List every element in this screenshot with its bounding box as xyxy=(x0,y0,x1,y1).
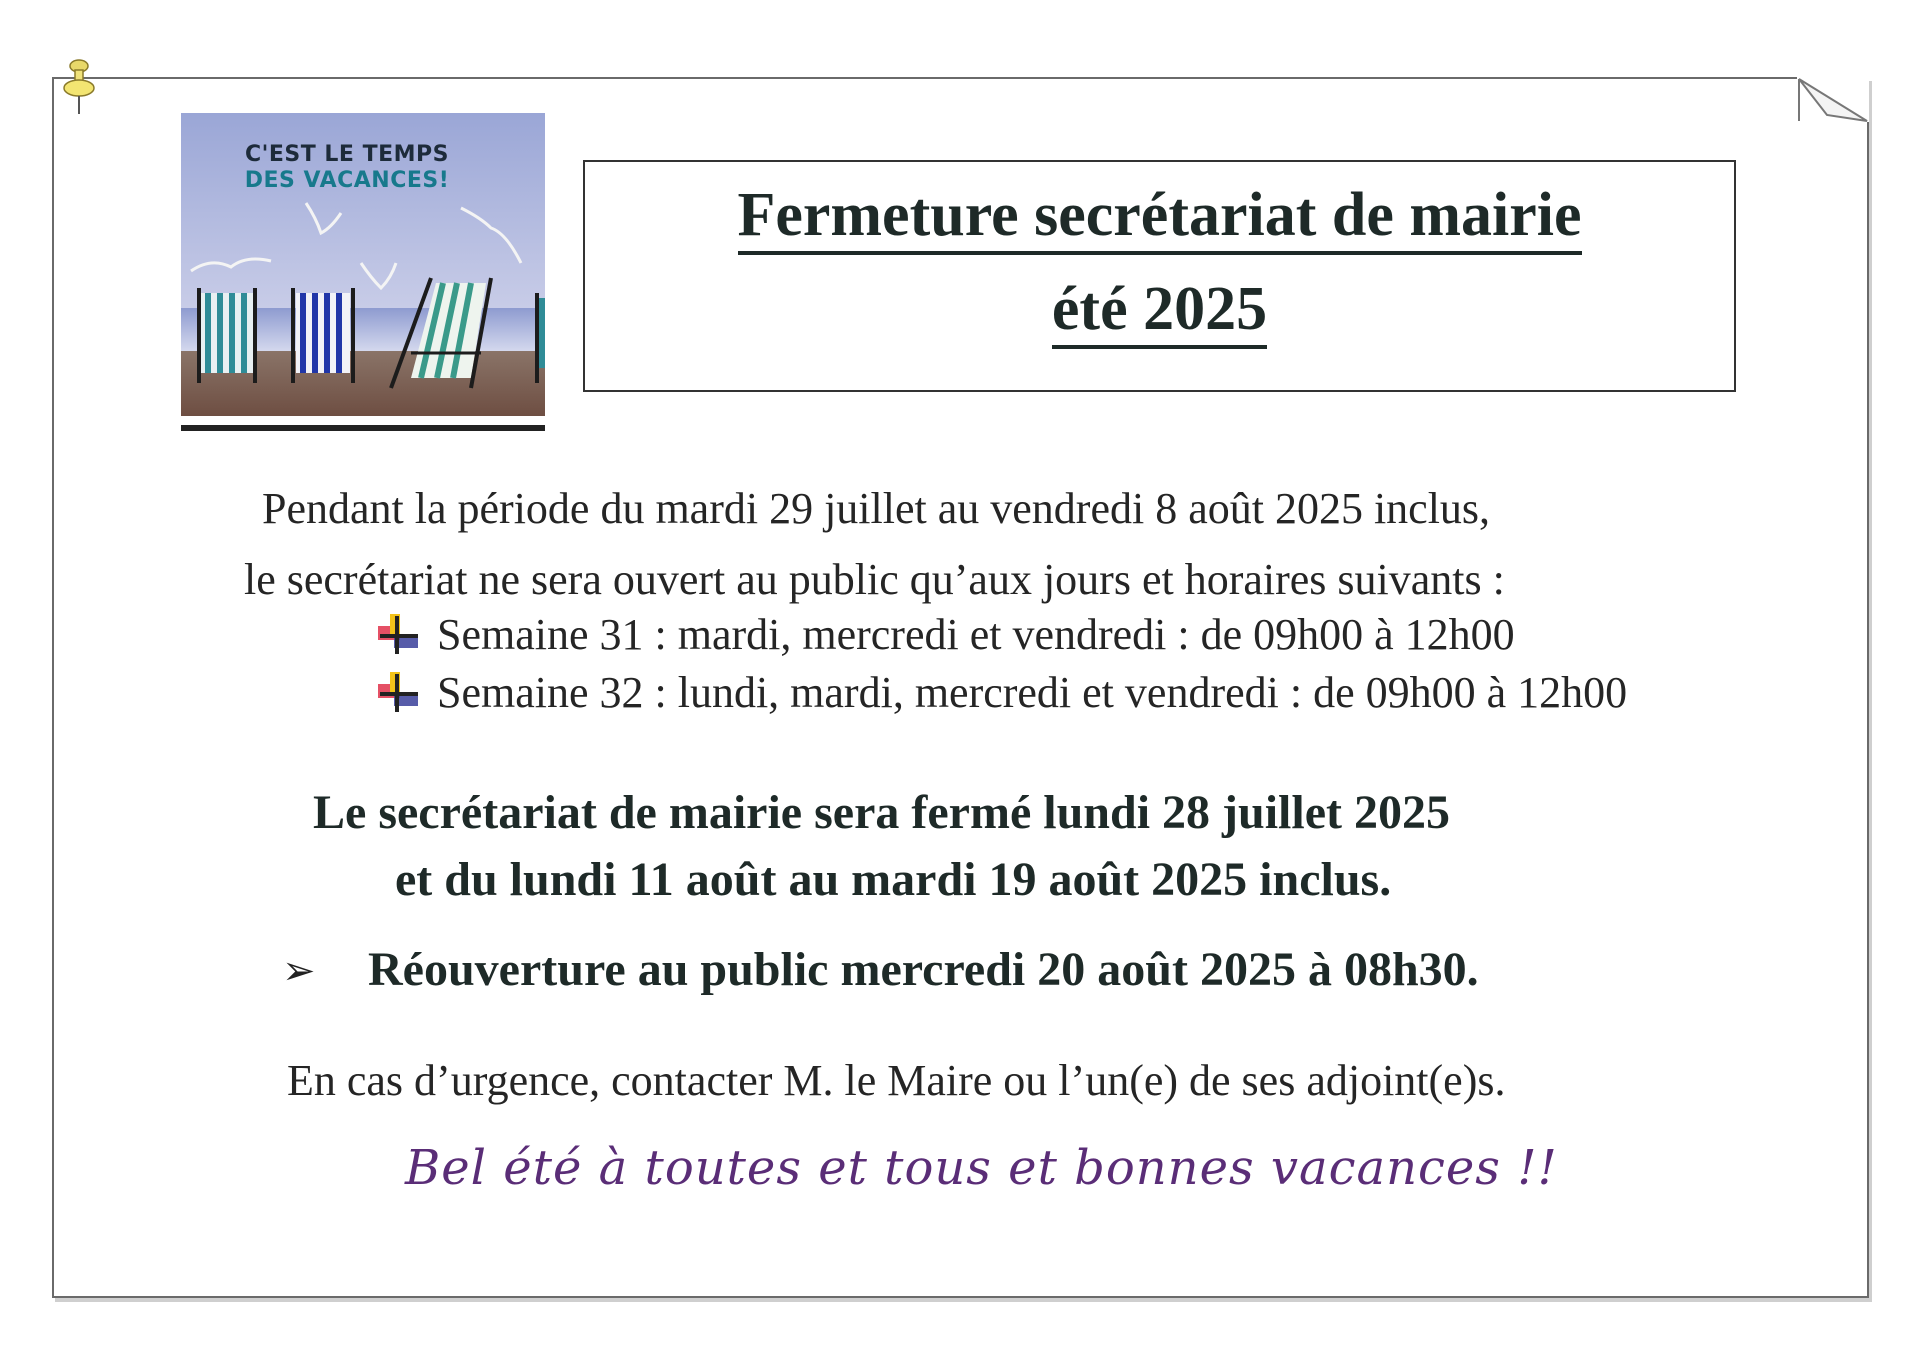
title-box xyxy=(583,160,1736,392)
intro-line2: le secrétariat ne sera ouvert au public qu’aux jours et horaires suivants : xyxy=(244,555,1505,604)
emergency-text: En cas d’urgence, contacter M. le Maire ou l’un(e) de ses adjoint(e)s. xyxy=(287,1056,1506,1105)
photo-underline xyxy=(181,425,545,431)
schedule-week31: Semaine 31 : mardi, mercredi et vendredi : de 09h00 à 12h00 xyxy=(437,610,1515,659)
closing-wishes: Bel été à toutes et tous et bonnes vacances !! xyxy=(405,1140,1558,1196)
schedule-week32: Semaine 32 : lundi, mardi, mercredi et vendredi : de 09h00 à 12h00 xyxy=(437,668,1628,717)
photo-caption-line1: C'EST LE TEMPS xyxy=(244,142,450,167)
title-line1: Fermeture secrétariat de mairie xyxy=(585,180,1734,251)
folded-corner xyxy=(1797,77,1869,122)
photo-caption-line2: DES VACANCES! xyxy=(244,168,450,193)
reopening-text: Réouverture au public mercredi 20 août 2025 à 08h30. xyxy=(368,943,1479,996)
closure-line1: Le secrétariat de mairie sera fermé lundi 28 juillet 2025 xyxy=(313,786,1450,839)
arrow-bullet-icon: ➢ xyxy=(282,948,316,994)
pushpin-icon xyxy=(62,58,96,118)
closure-line2: et du lundi 11 août au mardi 19 août 2025 inclus. xyxy=(395,853,1392,906)
bullet-icon xyxy=(376,612,420,656)
bullet-icon xyxy=(376,670,420,714)
title-line2: été 2025 xyxy=(585,274,1734,345)
intro-line1: Pendant la période du mardi 29 juillet au vendredi 8 août 2025 inclus, xyxy=(262,484,1491,533)
